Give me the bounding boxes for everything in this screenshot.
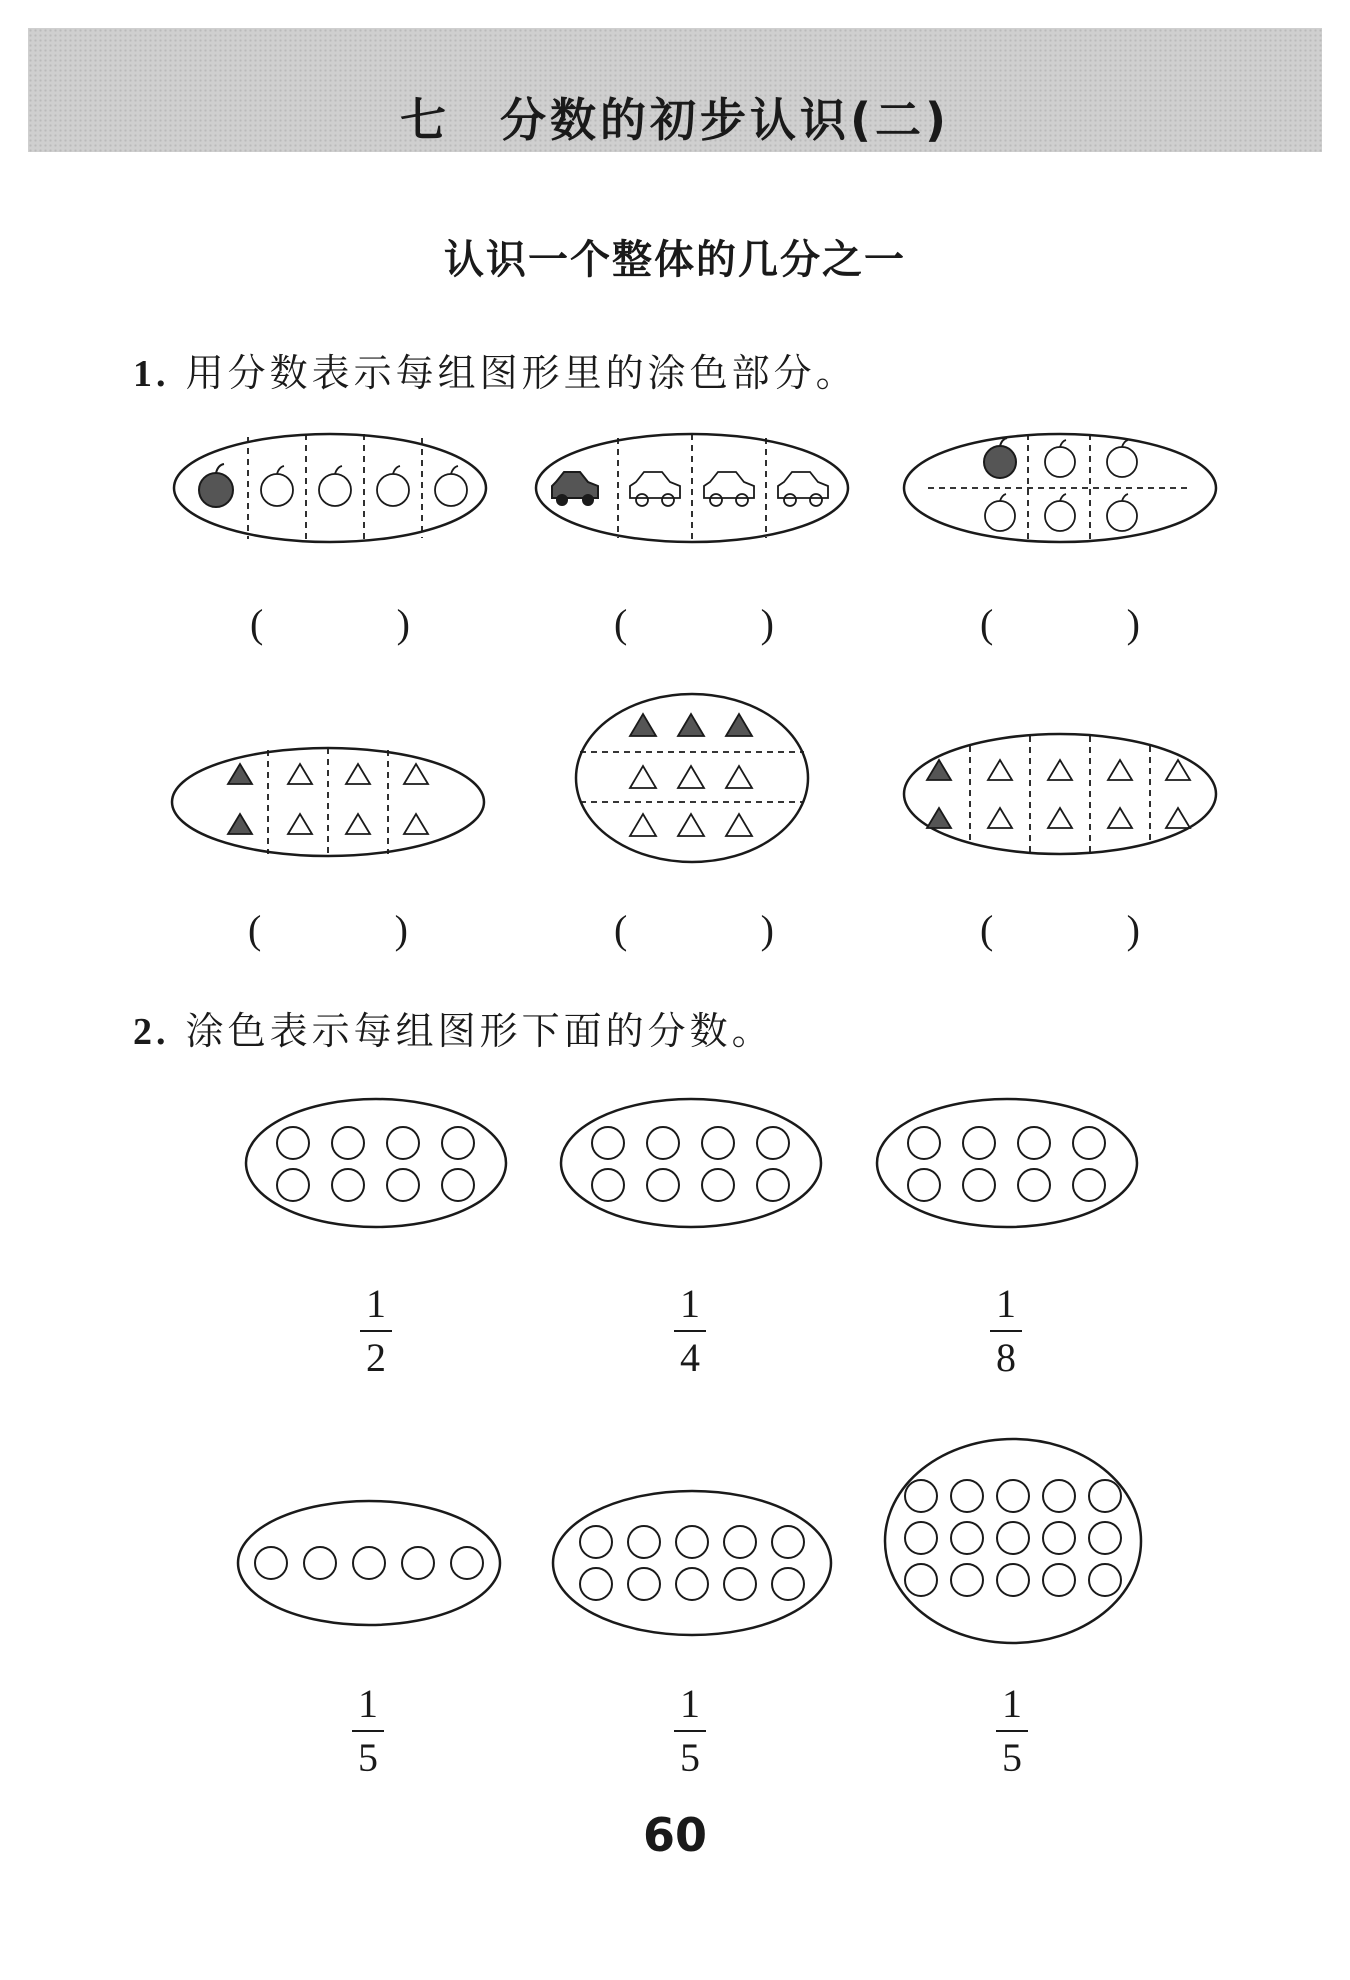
- fraction-label: 1 5: [982, 1682, 1042, 1780]
- figure-circles-five[interactable]: [235, 1498, 503, 1628]
- page-number: 60: [642, 1808, 707, 1862]
- figure-circles-ten[interactable]: [550, 1488, 834, 1638]
- triangle-icon: [228, 764, 252, 834]
- answer-blank-6[interactable]: ( ): [980, 907, 1140, 952]
- fraction-label: 1 2: [346, 1282, 406, 1380]
- fraction-label: 1 5: [338, 1682, 398, 1780]
- figure-apples-five: [170, 428, 490, 548]
- figure-circles-eight-2[interactable]: [558, 1096, 824, 1230]
- figure-cars-four: [532, 428, 852, 548]
- fraction-label: 1 5: [660, 1682, 720, 1780]
- section-title: 认识一个整体的几分之一: [444, 237, 906, 283]
- apple-icon: [199, 464, 233, 507]
- triangle-icon: [630, 714, 752, 736]
- question-text: 用分数表示每组图形里的涂色部分。: [185, 351, 858, 395]
- figure-circles-eight-3[interactable]: [874, 1096, 1140, 1230]
- figure-triangles-eight: [168, 742, 488, 862]
- question-1: [133, 342, 858, 397]
- chapter-title: 七 分数的初步认识(二): [399, 93, 951, 147]
- car-icon: [552, 472, 598, 506]
- figure-circles-eight-1[interactable]: [243, 1096, 509, 1230]
- fraction-label: 1 4: [660, 1282, 720, 1380]
- answer-blank-2[interactable]: ( ): [614, 601, 774, 646]
- question-number: 1.: [133, 353, 170, 395]
- answer-blank-5[interactable]: ( ): [614, 907, 774, 952]
- answer-blank-4[interactable]: ( ): [248, 907, 408, 952]
- answer-blank-1[interactable]: ( ): [250, 601, 410, 646]
- figure-triangles-ten: [900, 728, 1220, 860]
- answer-blank-3[interactable]: ( ): [980, 601, 1140, 646]
- triangle-icon: [927, 760, 951, 828]
- question-2: [133, 1000, 774, 1055]
- figure-circles-fifteen[interactable]: [882, 1436, 1144, 1646]
- fraction-label: 1 8: [976, 1282, 1036, 1380]
- question-text: 涂色表示每组图形下面的分数。: [185, 1009, 774, 1053]
- figure-triangles-nine: [572, 690, 812, 866]
- apple-icon: [984, 438, 1016, 478]
- question-number: 2.: [133, 1011, 170, 1053]
- figure-apples-six: [900, 428, 1220, 548]
